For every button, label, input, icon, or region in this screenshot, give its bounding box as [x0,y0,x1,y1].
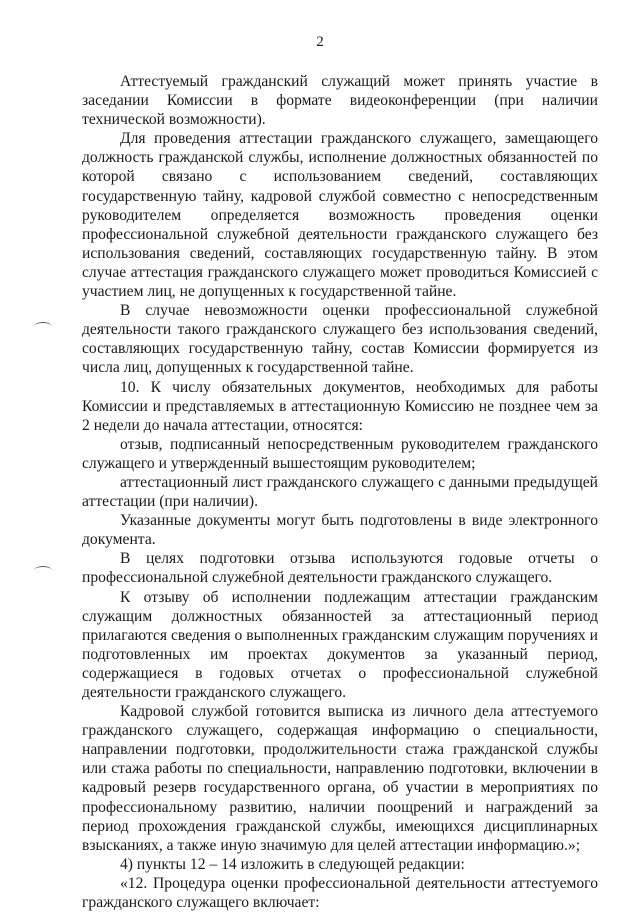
margin-mark [34,566,52,575]
paragraph: Кадровой службой готовится выписка из личного дела аттестуемого гражданского служащего, содержащая информацию о специальности, направлении подготовки, продолжительности стажа гражданской службы или стажа работы по специальности, направлению подготовки, включении в кадровый резерв государственного органа, об участии в мероприятиях по профессиональному развитию, наличии поощрений и награждений за период прохождения гражданской службы, имеющихся дисциплинарных взысканиях, а также иную значимую для целей аттестации информацию.»; [82,703,598,854]
paragraph: В случае невозможности оценки профессиональной служебной деятельности такого гражданского служащего без использования сведений, составляющих государственную тайну, состав Комиссии формируется из числа лиц, допущенных к государственной тайне. [82,302,598,377]
paragraph: К отзыву об исполнении подлежащим аттестации гражданским служащим должностных обязанностей за аттестационный период прилагаются сведения о выполненных гражданским служащим поручениях и подготовленных им проектах документов за указанный период, содержащиеся в годовых отчетах о профессиональной служебной деятельности гражданского служащего. [82,588,598,701]
paragraph: Для проведения аттестации гражданского служащего, замещающего должность гражданской службы, исполнение должностных обязанностей по которой связано с использованием сведений, составляющих государственную тайну, кадровой службой совместно с непосредственным руководителем определяется возможность проведения оценки профессиональной служебной деятельности гражданского служащего без использования сведений, составляющих государственную тайну. В этом случае аттестация гражданского служащего может проводиться Комиссией с участием лиц, не допущенных к государственной тайне. [82,130,598,301]
paragraph: «12. Процедура оценки профессиональной деятельности аттестуемого гражданского служащего включает: [82,874,598,912]
paragraph: отзыв, подписанный непосредственным руководителем гражданского служащего и утвержденный вышестоящим руководителем; [82,435,598,472]
paragraph: В целях подготовки отзыва используются годовые отчеты о профессиональной служебной деятельности гражданского служащего. [82,550,598,587]
paragraph: 10. К числу обязательных документов, необходимых для работы Комиссии и представляемых в аттестационную Комиссию не позднее чем за 2 недели до начала аттестации, относятся: [82,378,598,434]
margin-mark [34,322,52,331]
page-number: 2 [316,34,324,50]
paragraph: аттестационный лист гражданского служащего с данными предыдущей аттестации (при наличии). [82,473,598,511]
paragraph: Аттестуемый гражданский служащий может принять участие в заседании Комиссии в формате видеоконференции (при наличии технической возможности). [82,73,598,129]
document-body [82,72,598,912]
paragraph: Указанные документы могут быть подготовлены в виде электронного документа. [82,512,598,549]
paragraph: 4) пункты 12 – 14 изложить в следующей редакции: [120,855,465,873]
